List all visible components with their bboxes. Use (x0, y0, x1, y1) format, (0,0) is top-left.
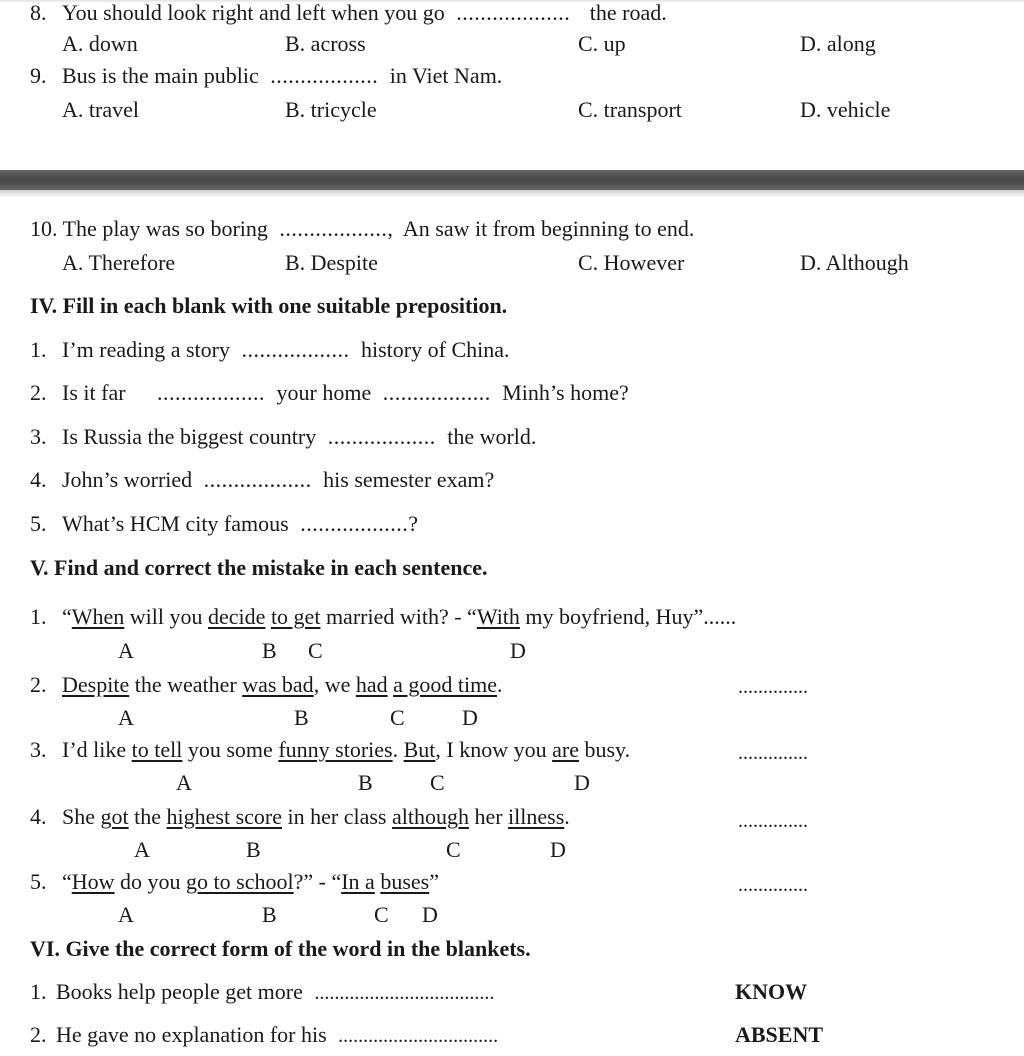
mistake-sentence-5 (30, 869, 439, 895)
label-b: B (246, 837, 261, 862)
underlined-b: decide (208, 604, 266, 629)
text-part: ?” - “ (293, 869, 342, 894)
text-part: busy. (578, 737, 631, 762)
prep-item-4 (30, 467, 494, 493)
text-part: married with? - “ (320, 604, 477, 629)
prep-item-5 (30, 511, 418, 537)
question-text-end: An saw it from beginning to end. (402, 216, 695, 241)
answer-blank: ................... (456, 0, 571, 25)
answer-blank: .................................... (314, 982, 495, 1004)
question-text: The play was so boring (62, 216, 268, 241)
question-text: You should look right and left when you go (62, 0, 445, 25)
item-number: 2. (30, 1022, 47, 1047)
option-c: C. transport (578, 97, 682, 122)
underlined-a: How (71, 869, 115, 894)
question-text-end: the road. (589, 0, 667, 25)
answer-blank: .................. (203, 467, 312, 492)
option-a: A. Therefore (62, 250, 176, 275)
prep-item-2 (30, 380, 629, 406)
item-text: John’s worried (62, 467, 193, 492)
underlined-c: had (355, 672, 388, 697)
underlined-a: to tell (131, 737, 183, 762)
text-part: her (468, 804, 509, 829)
label-a: A (118, 902, 134, 927)
item-text: I’m reading a story (62, 337, 230, 362)
underlined-c: But (403, 737, 436, 762)
mistake-sentence-3 (30, 737, 630, 763)
text-part: , we (313, 672, 356, 697)
underlined-b: go to school (186, 869, 294, 894)
label-c: C (374, 902, 389, 927)
page-break-divider (0, 170, 1024, 190)
answer-blank: .............. (738, 676, 808, 698)
answer-blank: ................................ (338, 1025, 499, 1047)
answer-blank: .................. (157, 380, 266, 405)
prep-item-1 (30, 337, 510, 363)
mistake-sentence-1 (30, 604, 736, 630)
question-number: 8. (30, 0, 47, 25)
question-number: 9. (30, 63, 47, 88)
label-c: C (430, 770, 445, 795)
item-number: 3. (30, 424, 47, 449)
item-text-end: ? (408, 511, 418, 536)
text-part: the weather (129, 672, 243, 697)
underlined-b: funny stories (278, 737, 393, 762)
label-a: A (118, 638, 134, 663)
option-a: A. travel (62, 97, 139, 122)
option-d: D. vehicle (800, 97, 891, 122)
item-text-end: the world. (447, 424, 537, 449)
underlined-c: although (391, 804, 469, 829)
option-a: A. down (62, 31, 138, 56)
item-number: 3. (30, 737, 47, 762)
item-number: 4. (30, 804, 47, 829)
answer-blank: .............. (738, 810, 808, 832)
underlined-d: illness (508, 804, 565, 829)
item-number: 1. (30, 337, 47, 362)
underlined-a: got (100, 804, 129, 829)
answer-blank-2: .................. (382, 380, 491, 405)
root-word: ABSENT (735, 1022, 824, 1047)
text-part: She (62, 804, 101, 829)
question-9 (30, 63, 502, 89)
underlined-a: When (71, 604, 125, 629)
answer-blank: .................. (327, 424, 436, 449)
item-number: 5. (30, 869, 47, 894)
item-number: 2. (30, 672, 47, 697)
item-text: Is Russia the biggest country (62, 424, 317, 449)
item-text-end: his semester exam? (323, 467, 495, 492)
answer-blank: .................. (270, 63, 379, 88)
item-number: 4. (30, 467, 47, 492)
mistake-sentence-2 (30, 672, 502, 698)
option-b: B. across (285, 31, 366, 56)
item-text-end: history of China. (361, 337, 510, 362)
word-form-item-2 (30, 1022, 498, 1049)
label-a: A (118, 705, 134, 730)
option-c: C. up (578, 31, 626, 56)
text-part: you some (182, 737, 279, 762)
label-b: B (262, 638, 277, 663)
section-vi-title: VI. Give the correct form of the word in the blankets. (30, 936, 531, 961)
underlined-d: buses (380, 869, 430, 894)
label-a: A (134, 837, 150, 862)
text-part: the (128, 804, 167, 829)
mistake-sentence-4 (30, 804, 570, 830)
label-d: D (510, 638, 526, 663)
question-text-end: in Viet Nam. (389, 63, 503, 88)
label-b: B (262, 902, 277, 927)
label-c: C (446, 837, 461, 862)
item-number: 5. (30, 511, 47, 536)
text-part: ” (429, 869, 439, 894)
text-part: . (392, 737, 404, 762)
label-d: D (422, 902, 438, 927)
label-d: D (574, 770, 590, 795)
label-d: D (550, 837, 566, 862)
item-text-end: Minh’s home? (502, 380, 629, 405)
option-d: D. along (800, 31, 876, 56)
root-word: KNOW (735, 979, 808, 1004)
answer-blank: .............. (738, 874, 808, 896)
text-part: . (564, 804, 570, 829)
text-part: will you (124, 604, 209, 629)
label-b: B (294, 705, 309, 730)
underlined-b: highest score (166, 804, 282, 829)
text-part: “ (62, 604, 72, 629)
text-part: my boyfriend, Huy”...... (519, 604, 737, 629)
option-d: D. Although (800, 250, 909, 275)
answer-blank: .................., (279, 216, 394, 241)
question-8 (30, 0, 667, 26)
text-part: . (496, 672, 503, 697)
question-text: Bus is the main public (62, 63, 259, 88)
item-text: Books help people get more (56, 979, 303, 1004)
page-break-shadow (0, 190, 1024, 198)
option-c: C. However (578, 250, 685, 275)
item-text-mid: your home (276, 380, 372, 405)
underlined-b: was bad (242, 672, 314, 697)
text-part: , I know you (435, 737, 553, 762)
question-10 (30, 216, 694, 242)
label-b: B (358, 770, 373, 795)
item-number: 1. (30, 604, 47, 629)
underlined-c: to get (270, 604, 321, 629)
label-d: D (462, 705, 478, 730)
option-b: B. tricycle (285, 97, 377, 122)
item-text: What’s HCM city famous (62, 511, 289, 536)
label-c: C (308, 638, 323, 663)
question-number: 10. (30, 216, 58, 241)
underlined-d: are (552, 737, 579, 762)
underlined-d: a good time (393, 672, 497, 697)
section-iv-title: IV. Fill in each blank with one suitable preposition. (30, 293, 508, 318)
underlined-a: Despite (62, 672, 130, 697)
word-form-item-1 (30, 979, 494, 1006)
item-text: Is it far (62, 380, 126, 405)
text-part: “ (62, 869, 72, 894)
underlined-d: With (476, 604, 520, 629)
answer-blank: .................. (241, 337, 350, 362)
label-c: C (390, 705, 405, 730)
answer-blank: .............. (738, 742, 808, 764)
text-part: do you (114, 869, 187, 894)
item-text: He gave no explanation for his (56, 1022, 327, 1047)
item-number: 2. (30, 380, 47, 405)
prep-item-3 (30, 424, 536, 450)
answer-blank: .................. (300, 511, 409, 536)
underlined-c: In a (341, 869, 375, 894)
label-a: A (176, 770, 192, 795)
text-part: I’d like (62, 737, 132, 762)
item-number: 1. (30, 979, 47, 1004)
text-part: in her class (281, 804, 392, 829)
section-v-title: V. Find and correct the mistake in each sentence. (30, 555, 488, 580)
option-b: B. Despite (285, 250, 378, 275)
